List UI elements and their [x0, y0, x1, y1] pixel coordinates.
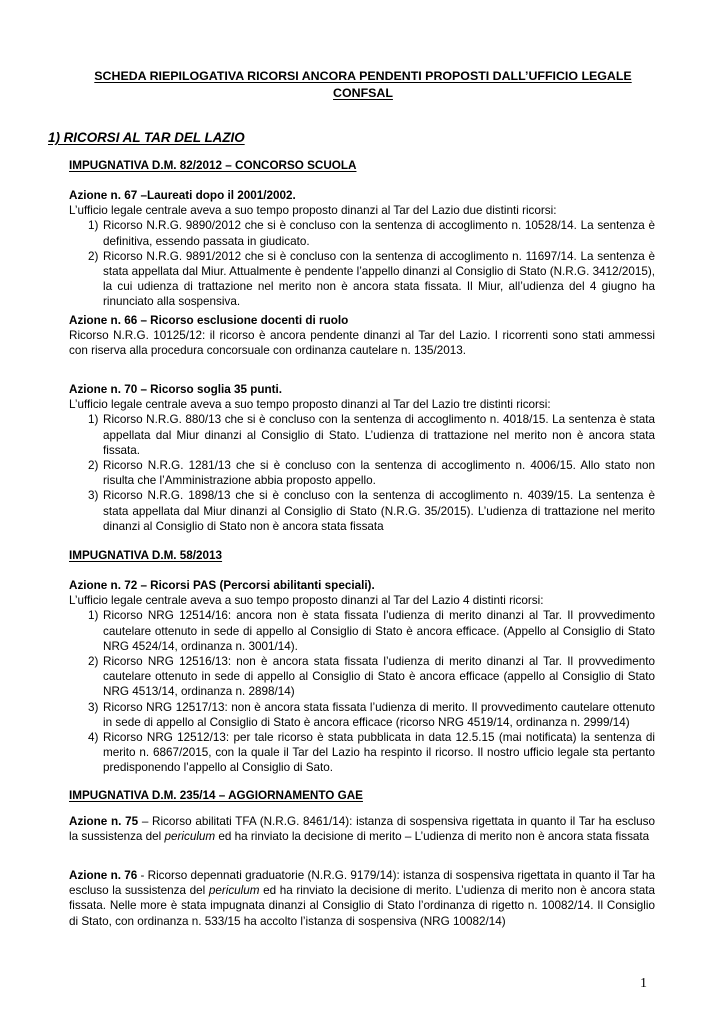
- impugnativa-heading: IMPUGNATIVA D.M. 235/14 – AGGIORNAMENTO GAE: [69, 789, 363, 802]
- azione-72-intro: L’ufficio legale centrale aveva a suo tempo proposto dinanzi al Tar del Lazio 4 distinti ricorsi:: [69, 594, 544, 608]
- list-item-text: Ricorso N.R.G. 9890/2012 che si è concluso con la sentenza di accoglimento n. 10528/14. La sentenza è definitiva, essendo passata in giudicato.: [103, 219, 655, 248]
- azione-67-intro: L’ufficio legale centrale aveva a suo tempo proposto dinanzi al Tar del Lazio due distinti ricorsi:: [69, 204, 557, 218]
- azione-66-text: Ricorso N.R.G. 10125/12: il ricorso è ancora pendente dinanzi al Tar del Lazio. I ricorrenti sono stati ammessi con riserva alla procedura concorsuale con ordinanza cautelare n. 135/2013.: [69, 329, 655, 358]
- list-item-text: Ricorso NRG 12517/13: non è ancora stata fissata l’udienza di merito. Il provvedimento cautelare ottenuto in sede di appello al Consiglio di Stato è ancora efficace (ricorso NRG 4519/14, ordinanza n. 2999/14): [103, 700, 655, 729]
- azione-76-text-a: - Ricorso depennati graduatorie (N.R.G. 9179/14): istanza di sospensiva rigettata in quanto il Tar ha escluso la sussistenza del: [69, 869, 655, 898]
- impugnativa-82-2012-heading-block: [69, 158, 655, 173]
- azione-66-title: Azione n. 66 – Ricorso esclusione docenti di ruolo: [69, 314, 349, 327]
- azione-76-text: [69, 868, 655, 929]
- list-item: [69, 488, 655, 534]
- azione-75-text: [69, 814, 655, 844]
- list-item: [69, 218, 655, 248]
- list-item-text: Ricorso N.R.G. 880/13 che si è concluso con la sentenza di accoglimento n. 4018/15. La sentenza è stata appellata dal Miur dinanzi al Consiglio di Stato. L’udienza di trattazione nel merito non è ancora stata fissata.: [103, 413, 655, 457]
- list-item-text: Ricorso N.R.G. 9891/2012 che si è concluso con la sentenza di accoglimento n. 11697/14. La sentenza è stata appellata dal Miur. Attualmente è pendente l’appello dinanzi al Consiglio di Stato (N.R.G. 3412/2015), la cui udienza di trattazione nel merito non è ancora stata fissata. Il Miur, all’udienza del 4 giugno ha rinunciato alla sospensiva.: [103, 249, 655, 309]
- list-item-text: Ricorso N.R.G. 1898/13 che si è concluso con la sentenza di accoglimento n. 4039/15. La sentenza è stata appellata dal Miur dinanzi al Consiglio di Stato (N.R.G. 35/2015). L’udienza di trattazione nel merito dinanzi al Consiglio di Stato non è ancora stata fissata: [103, 489, 655, 533]
- list-number: 3): [88, 700, 99, 714]
- azione-70-list: [69, 412, 655, 534]
- list-item-text: Ricorso NRG 12514/16: ancora non è stata fissata l’udienza di merito dinanzi al Tar. Il provvedimento cautelare ottenuto in sede di appello al Consiglio di Stato è ancora efficace. (Appello al Consiglio di Stato NRG 4524/14, ordinanza n. 3001/14).: [103, 609, 655, 653]
- azione-67-list: [69, 218, 655, 309]
- azione-75-italic: periculum: [164, 830, 216, 844]
- list-number: 2): [88, 655, 99, 669]
- azione-67-title: Azione n. 67 –Laureati dopo il 2001/2002.: [69, 189, 296, 202]
- document-title: SCHEDA RIEPILOGATIVA RICORSI ANCORA PENDENTI PROPOSTI DALL’UFFICIO LEGALE CONFSAL: [94, 69, 632, 100]
- page-number: 1: [640, 976, 647, 991]
- impugnativa-heading: IMPUGNATIVA D.M. 58/2013: [69, 549, 223, 562]
- azione-72-block: [69, 578, 655, 776]
- list-item-text: Ricorso NRG 12516/13: non è ancora stata fissata l’udienza di merito dinanzi al Tar. Il provvedimento cautelare ottenuto in sede di appello al Consiglio di Stato è ancora efficace (appello al Consiglio di Stato NRG 4513/14, ordinanza n. 2898/14): [103, 655, 655, 699]
- azione-75-block: [69, 814, 655, 844]
- list-item: [69, 412, 655, 458]
- azione-66-block: [69, 313, 655, 359]
- list-item: [69, 700, 655, 730]
- azione-75-text-b: ed ha rinviato la decisione di merito – L’udienza di merito non è ancora stata fissata: [215, 830, 650, 844]
- list-number: 1): [88, 609, 99, 623]
- azione-72-title: Azione n. 72 – Ricorsi PAS (Percorsi abilitanti speciali).: [69, 579, 375, 592]
- list-item: [69, 730, 655, 776]
- list-number: 3): [88, 489, 99, 503]
- azione-70-title: Azione n. 70 – Ricorso soglia 35 punti.: [69, 383, 283, 396]
- impugnativa-58-2013-heading-block: [69, 548, 655, 563]
- list-number: 1): [88, 413, 99, 427]
- list-item-text: Ricorso NRG 12512/13: per tale ricorso è stata pubblicata in data 12.5.15 (mai notificata) la sentenza di merito n. 6867/2015, con la quale il Tar del Lazio ha respinto il ricorso. Il nostro ufficio legale sta pertanto predisponendo l’appello al Consiglio di Sato.: [103, 731, 655, 775]
- list-item: [69, 458, 655, 488]
- azione-75-text-a: – Ricorso abilitati TFA (N.R.G. 8461/14): istanza di sospensiva rigettata in quanto il Tar ha escluso la sussistenza del: [69, 815, 655, 844]
- list-item: [69, 249, 655, 310]
- azione-76-text-b: ed ha rinviato la decisione di merito. L’udienza di merito non è ancora stata fissata. Nelle more è stata impugnata dinanzi al Consiglio di Stato l’ordinanza di rigetto n. 10082/14. Il Consiglio di Stato, con ordinanza n. 533/15 ha accolto l’istanza di sospensiva (NRG 10082/14): [69, 884, 656, 928]
- azione-76-block: [69, 868, 655, 929]
- azione-76-italic: periculum: [208, 884, 260, 898]
- azione-72-list: [69, 608, 655, 775]
- list-number: 1): [88, 219, 99, 233]
- section-heading-tar-lazio: 1) RICORSI AL TAR DEL LAZIO: [48, 130, 245, 145]
- azione-75-label: Azione n. 75: [69, 815, 139, 828]
- list-number: 2): [88, 249, 99, 263]
- list-item: [69, 608, 655, 654]
- list-item-text: Ricorso N.R.G. 1281/13 che si è concluso con la sentenza di accoglimento n. 4006/15. Allo stato non risulta che l’Amministrazione abbia proposto appello.: [103, 459, 655, 488]
- azione-70-intro: L’ufficio legale centrale aveva a suo tempo proposto dinanzi al Tar del Lazio tre distinti ricorsi:: [69, 398, 551, 412]
- azione-70-block: [69, 382, 655, 534]
- impugnativa-235-14-heading-block: [69, 788, 655, 803]
- list-number: 4): [88, 731, 99, 745]
- list-item: [69, 654, 655, 700]
- azione-76-label: Azione n. 76: [69, 869, 138, 882]
- azione-67-block: [69, 188, 655, 310]
- list-number: 2): [88, 459, 99, 473]
- impugnativa-heading: IMPUGNATIVA D.M. 82/2012 – CONCORSO SCUOLA: [69, 159, 357, 172]
